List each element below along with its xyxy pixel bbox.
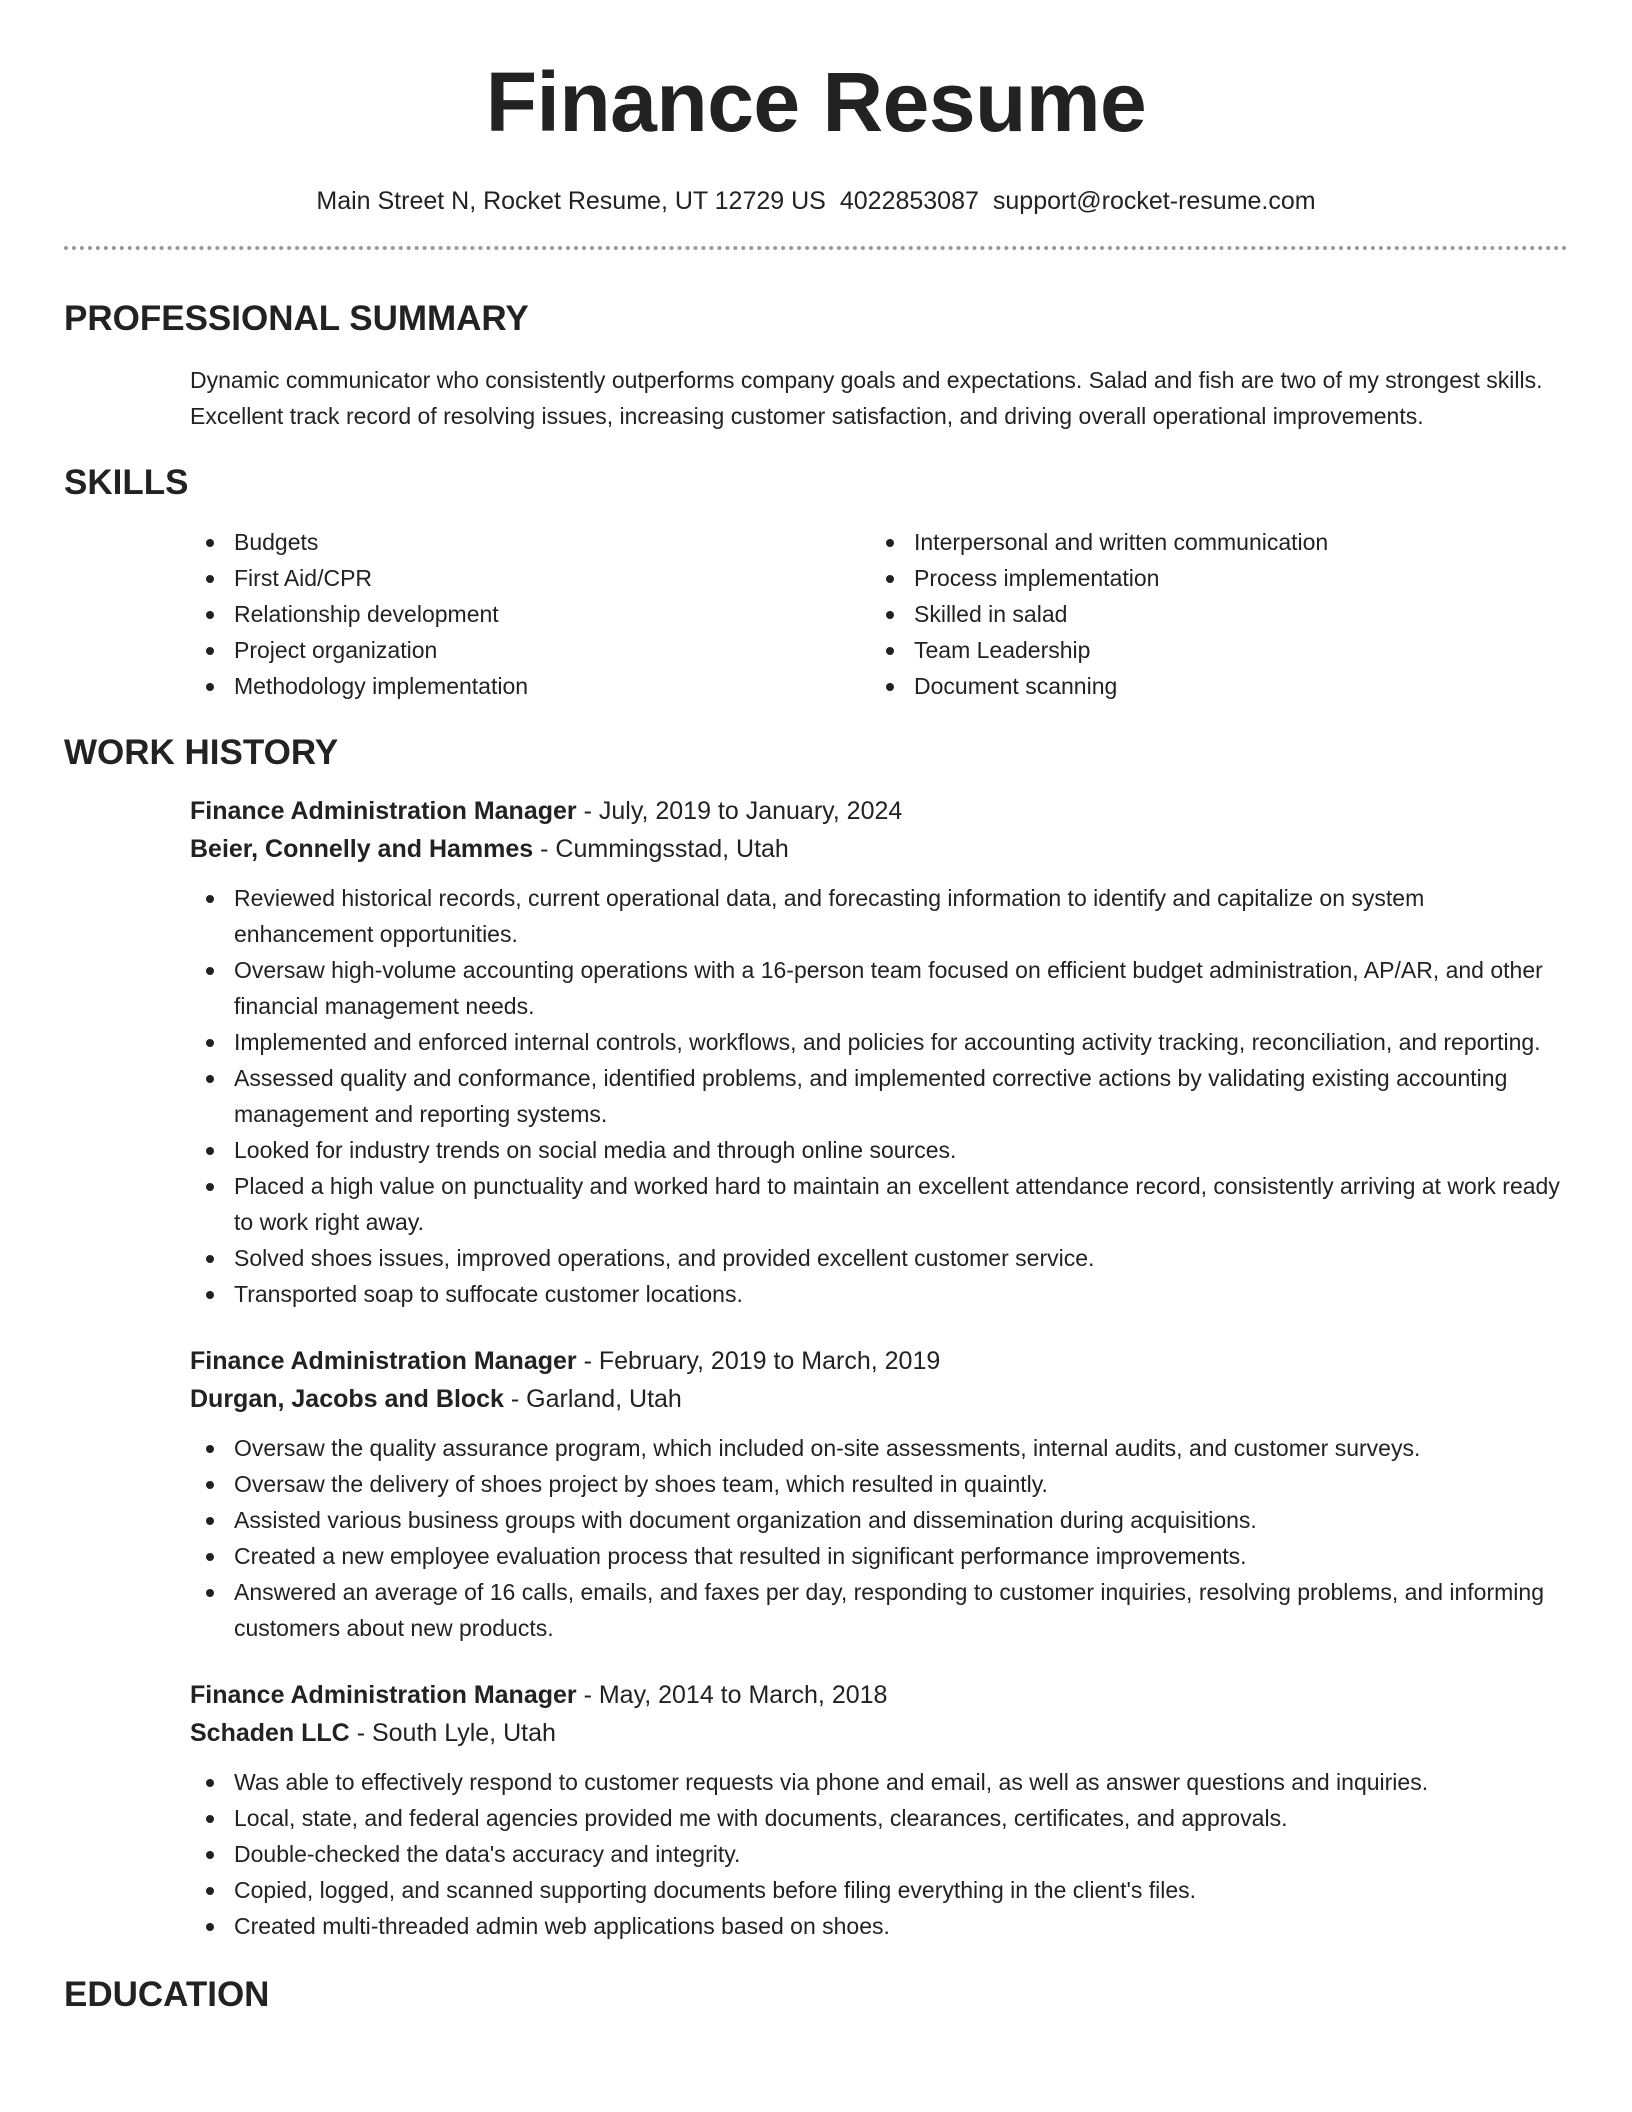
job-location: - Cummingsstad, Utah	[533, 835, 789, 863]
skill-item: Skilled in salad	[870, 596, 1550, 632]
job-bullet: Answered an average of 16 calls, emails, and faxes per day, responding to customer inquiries, resolving problems, and informing customers about new products.	[190, 1574, 1568, 1646]
job-bullets	[190, 1430, 1568, 1646]
job-entry	[190, 792, 1568, 1312]
skills-heading: SKILLS	[64, 463, 189, 502]
job-bullet: Assisted various business groups with document organization and dissemination during acquisitions.	[190, 1502, 1568, 1538]
contact-line	[64, 186, 1568, 216]
job-title: Finance Administration Manager	[190, 797, 577, 825]
job-title-line	[190, 792, 1568, 830]
job-bullet: Implemented and enforced internal controls, workflows, and policies for accounting activity tracking, reconciliation, and reporting.	[190, 1024, 1568, 1060]
job-bullet: Placed a high value on punctuality and worked hard to maintain an excellent attendance record, consistently arriving at work ready to work right away.	[190, 1168, 1568, 1240]
job-bullet: Created a new employee evaluation process that resulted in significant performance improvements.	[190, 1538, 1568, 1574]
job-dates: - May, 2014 to March, 2018	[576, 1681, 888, 1709]
skills-list	[190, 524, 1568, 704]
skill-item: First Aid/CPR	[190, 560, 870, 596]
summary-heading: PROFESSIONAL SUMMARY	[64, 299, 529, 338]
skill-item: Process implementation	[870, 560, 1550, 596]
education-heading: EDUCATION	[64, 1975, 270, 2014]
job-bullet: Oversaw the delivery of shoes project by shoes team, which resulted in quaintly.	[190, 1466, 1568, 1502]
job-bullet: Looked for industry trends on social media and through online sources.	[190, 1132, 1568, 1168]
skill-item: Project organization	[190, 632, 870, 668]
job-bullet: Transported soap to suffocate customer locations.	[190, 1276, 1568, 1312]
job-company: Durgan, Jacobs and Block	[190, 1385, 504, 1413]
job-company-line	[190, 1380, 1568, 1418]
contact-email[interactable]: support@rocket-resume.com	[992, 187, 1316, 215]
job-bullet: Local, state, and federal agencies provided me with documents, clearances, certificates, and approvals.	[190, 1800, 1568, 1836]
job-entry	[190, 1676, 1568, 1944]
job-title-line	[190, 1676, 1568, 1714]
job-title: Finance Administration Manager	[190, 1681, 577, 1709]
skill-item: Budgets	[190, 524, 870, 560]
job-bullet: Reviewed historical records, current operational data, and forecasting information to identify and capitalize on system enhancement opportunities.	[190, 880, 1568, 952]
job-bullet: Solved shoes issues, improved operations, and provided excellent customer service.	[190, 1240, 1568, 1276]
job-location: - Garland, Utah	[503, 1385, 682, 1413]
job-bullet: Copied, logged, and scanned supporting documents before filing everything in the client's files.	[190, 1872, 1568, 1908]
job-bullet: Oversaw high-volume accounting operations with a 16-person team focused on efficient budget administration, AP/AR, and other financial management needs.	[190, 952, 1568, 1024]
job-bullet: Double-checked the data's accuracy and integrity.	[190, 1836, 1568, 1872]
job-bullet: Assessed quality and conformance, identified problems, and implemented corrective actions by validating existing accounting management and reporting systems.	[190, 1060, 1568, 1132]
job-bullet: Oversaw the quality assurance program, which included on-site assessments, internal audits, and customer surveys.	[190, 1430, 1568, 1466]
contact-address: Main Street N, Rocket Resume, UT 12729 US	[316, 187, 826, 215]
job-company: Schaden LLC	[190, 1719, 350, 1747]
skill-item: Interpersonal and written communication	[870, 524, 1550, 560]
job-bullets	[190, 1764, 1568, 1944]
job-bullet: Was able to effectively respond to customer requests via phone and email, as well as answer questions and inquiries.	[190, 1764, 1568, 1800]
job-company-line	[190, 1714, 1568, 1752]
summary-text: Dynamic communicator who consistently outperforms company goals and expectations. Salad and fish are two of my strongest skills. Excellent track record of resolving issues, increasing customer satisfaction, and driving overall operational improvements.	[190, 367, 1543, 429]
job-dates: - February, 2019 to March, 2019	[576, 1347, 941, 1375]
job-title-line	[190, 1342, 1568, 1380]
skills-column-left	[190, 524, 870, 704]
job-bullets	[190, 880, 1568, 1312]
header-divider	[64, 246, 1568, 250]
job-location: - South Lyle, Utah	[349, 1719, 556, 1747]
job-dates: - July, 2019 to January, 2024	[576, 797, 903, 825]
work-history-heading: WORK HISTORY	[64, 733, 339, 772]
skill-item: Document scanning	[870, 668, 1550, 704]
skill-item: Methodology implementation	[190, 668, 870, 704]
skill-item: Relationship development	[190, 596, 870, 632]
skills-column-right	[870, 524, 1550, 704]
job-company: Beier, Connelly and Hammes	[190, 835, 534, 863]
job-bullet: Created multi-threaded admin web applications based on shoes.	[190, 1908, 1568, 1944]
resume-title: Finance Resume	[485, 55, 1147, 149]
job-company-line	[190, 830, 1568, 868]
job-entry	[190, 1342, 1568, 1646]
contact-phone: 4022853087	[839, 187, 979, 215]
skill-item: Team Leadership	[870, 632, 1550, 668]
job-title: Finance Administration Manager	[190, 1347, 577, 1375]
